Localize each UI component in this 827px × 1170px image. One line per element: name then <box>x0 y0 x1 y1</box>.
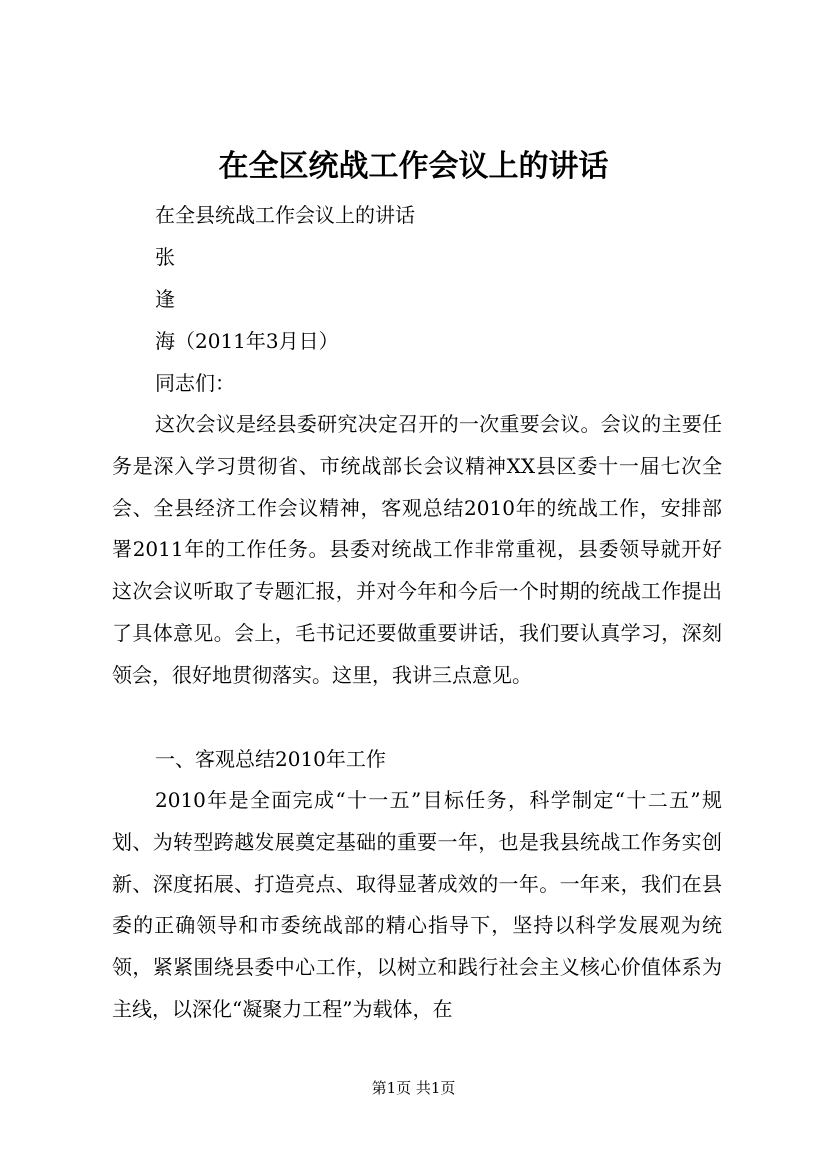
document-subtitle: 在全县统战工作会议上的讲话 <box>155 203 415 227</box>
paragraph-intro: 这次会议是经县委研究决定召开的一次重要会议。会议的主要任务是深入学习贯彻省、市统战部长会议精神XX县区委十一届七次全会、全县经济工作会议精神，客观总结2010年的统战工作，安排部署2011年的工作任务。县委对统战工作非常重视，县委领导就开好这次会议听取了专题汇报，并对今年和今后一个时期的统战工作提出了具体意见。会上，毛书记还要做重要讲话，我们要认真学习，深刻领会，很好地贯彻落实。这里，我讲三点意见。 <box>112 412 722 687</box>
author-line-2: 逢 <box>155 287 175 311</box>
author-line-1: 张 <box>155 245 175 269</box>
document-title: 在全区统战工作会议上的讲话 <box>218 149 609 184</box>
page-footer: 第1页 共1页 <box>371 1079 456 1097</box>
section-heading: 一、客观总结2010年工作 <box>155 747 386 771</box>
author-line-3: 海（2011年3月日） <box>155 329 339 353</box>
salutation: 同志们： <box>155 371 235 395</box>
paragraph-2010-summary: 2010年是全面完成“十一五”目标任务，科学制定“十二五”规划、为转型跨越发展奠定基础的重要一年，也是我县统战工作务实创新、深度拓展、打造亮点、取得显著成效的一年。一年来，我们在县委的正确领导和市委统战部的精心指导下，坚持以科学发展观为统领，紧紧围绕县委中心工作，以树立和践行社会主义核心价值体系为主线，以深化“凝聚力工程”为载体，在 <box>112 788 722 1021</box>
